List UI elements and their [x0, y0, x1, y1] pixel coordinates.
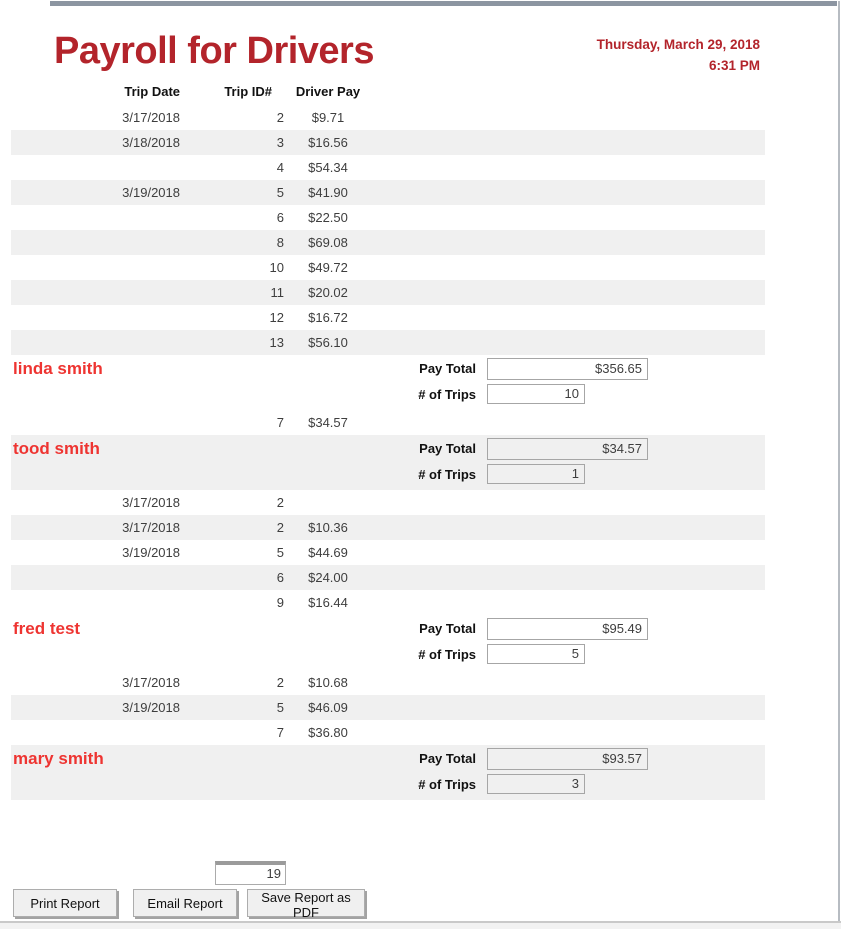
- table-row: [0, 205, 841, 230]
- row-stripe: [11, 230, 765, 255]
- driver-pay-cell: $36.80: [308, 725, 348, 740]
- trip-id-cell: 7: [276, 725, 284, 740]
- trip-id-cell: 2: [276, 675, 284, 690]
- driver-name-label: tood smith: [13, 439, 100, 458]
- table-row: [0, 720, 841, 745]
- trip-id-cell: 2: [276, 110, 284, 125]
- trip-date-cell: 3/18/2018: [122, 135, 180, 150]
- table-row: [0, 695, 841, 720]
- pay-total-label: Pay Total: [419, 751, 476, 766]
- pay-total-label: Pay Total: [419, 441, 476, 456]
- num-trips-field[interactable]: 1: [487, 464, 585, 484]
- table-row: [0, 305, 841, 330]
- num-trips-label: # of Trips: [418, 467, 476, 482]
- num-trips-label: # of Trips: [418, 777, 476, 792]
- trip-date-cell: 3/19/2018: [122, 185, 180, 200]
- table-row: [0, 130, 841, 155]
- driver-pay-cell: $20.02: [308, 285, 348, 300]
- trip-id-cell: 5: [276, 700, 284, 715]
- record-count-field[interactable]: 19: [215, 861, 286, 885]
- group-footer: [0, 435, 841, 490]
- num-trips-label: # of Trips: [418, 387, 476, 402]
- table-row: [0, 670, 841, 695]
- driver-pay-cell: $46.09: [308, 700, 348, 715]
- page-title: Payroll for Drivers: [54, 30, 374, 72]
- status-bar-strip: [0, 921, 841, 929]
- table-row: [0, 565, 841, 590]
- table-row: [0, 180, 841, 205]
- driver-pay-cell: $69.08: [308, 235, 348, 250]
- column-header-driver-pay: Driver Pay: [295, 84, 361, 99]
- trip-date-cell: 3/19/2018: [122, 700, 180, 715]
- driver-name-label: linda smith: [13, 359, 103, 378]
- table-row: [0, 515, 841, 540]
- driver-pay-cell: $24.00: [308, 570, 348, 585]
- row-stripe: [11, 565, 765, 590]
- column-headers: [0, 84, 841, 104]
- driver-pay-cell: $10.68: [308, 675, 348, 690]
- driver-pay-cell: $10.36: [308, 520, 348, 535]
- trip-id-cell: 5: [276, 545, 284, 560]
- trip-date-cell: 3/19/2018: [122, 545, 180, 560]
- trip-id-cell: 2: [276, 495, 284, 510]
- trip-date-cell: 3/17/2018: [122, 675, 180, 690]
- trip-id-cell: 4: [276, 160, 284, 175]
- trip-id-cell: 6: [276, 210, 284, 225]
- pay-total-field[interactable]: $34.57: [487, 438, 648, 460]
- table-row: [0, 280, 841, 305]
- num-trips-field[interactable]: 3: [487, 774, 585, 794]
- report-time: 6:31 PM: [708, 58, 760, 73]
- trip-id-cell: 12: [269, 310, 284, 325]
- num-trips-field[interactable]: 10: [487, 384, 585, 404]
- print-report-button[interactable]: Print Report: [13, 889, 117, 917]
- driver-pay-cell: $16.56: [308, 135, 348, 150]
- row-stripe: [11, 330, 765, 355]
- trip-id-cell: 8: [276, 235, 284, 250]
- window-top-edge: [50, 1, 837, 6]
- table-row: [0, 230, 841, 255]
- table-row: [0, 155, 841, 180]
- driver-pay-cell: $22.50: [308, 210, 348, 225]
- table-row: [0, 330, 841, 355]
- report-datetime: [597, 34, 760, 76]
- column-header-trip-date: Trip Date: [124, 84, 180, 99]
- trip-id-cell: 13: [269, 335, 284, 350]
- driver-pay-cell: $44.69: [308, 545, 348, 560]
- pay-total-field[interactable]: $95.49: [487, 618, 648, 640]
- trip-id-cell: 2: [276, 520, 284, 535]
- trip-date-cell: 3/17/2018: [122, 520, 180, 535]
- group-footer: [0, 615, 841, 670]
- group-footer: [0, 745, 841, 800]
- row-stripe: [11, 280, 765, 305]
- pay-total-field[interactable]: $356.65: [487, 358, 648, 380]
- driver-name-label: fred test: [13, 619, 81, 638]
- table-row: [0, 105, 841, 130]
- num-trips-label: # of Trips: [418, 647, 476, 662]
- table-row: [0, 590, 841, 615]
- trip-id-cell: 6: [276, 570, 284, 585]
- trip-id-cell: 5: [276, 185, 284, 200]
- trip-date-cell: 3/17/2018: [122, 495, 180, 510]
- driver-name-label: mary smith: [13, 749, 104, 768]
- table-row: [0, 410, 841, 435]
- group-footer: [0, 355, 841, 410]
- driver-pay-cell: $16.72: [308, 310, 348, 325]
- pay-total-label: Pay Total: [419, 621, 476, 636]
- pay-total-field[interactable]: $93.57: [487, 748, 648, 770]
- trip-id-cell: 11: [270, 285, 284, 300]
- driver-pay-cell: $41.90: [308, 185, 348, 200]
- report-body: [0, 105, 841, 800]
- table-row: [0, 540, 841, 565]
- driver-pay-cell: $56.10: [308, 335, 348, 350]
- driver-pay-cell: $9.71: [311, 110, 345, 125]
- pay-total-label: Pay Total: [419, 361, 476, 376]
- trip-date-cell: 3/17/2018: [122, 110, 180, 125]
- table-row: [0, 490, 841, 515]
- driver-pay-cell: $34.57: [308, 415, 348, 430]
- trip-id-cell: 3: [276, 135, 284, 150]
- report-date: Thursday, March 29, 2018: [596, 37, 760, 52]
- driver-pay-cell: $54.34: [308, 160, 348, 175]
- column-header-trip-id: Trip ID#: [224, 84, 272, 99]
- email-report-button[interactable]: Email Report: [133, 889, 237, 917]
- driver-pay-cell: $16.44: [308, 595, 348, 610]
- trip-id-cell: 7: [276, 415, 284, 430]
- num-trips-field[interactable]: 5: [487, 644, 585, 664]
- save-report-pdf-button[interactable]: Save Report as PDF: [247, 889, 365, 917]
- trip-id-cell: 9: [276, 595, 284, 610]
- driver-pay-cell: $49.72: [308, 260, 348, 275]
- trip-id-cell: 10: [269, 260, 284, 275]
- table-row: [0, 255, 841, 280]
